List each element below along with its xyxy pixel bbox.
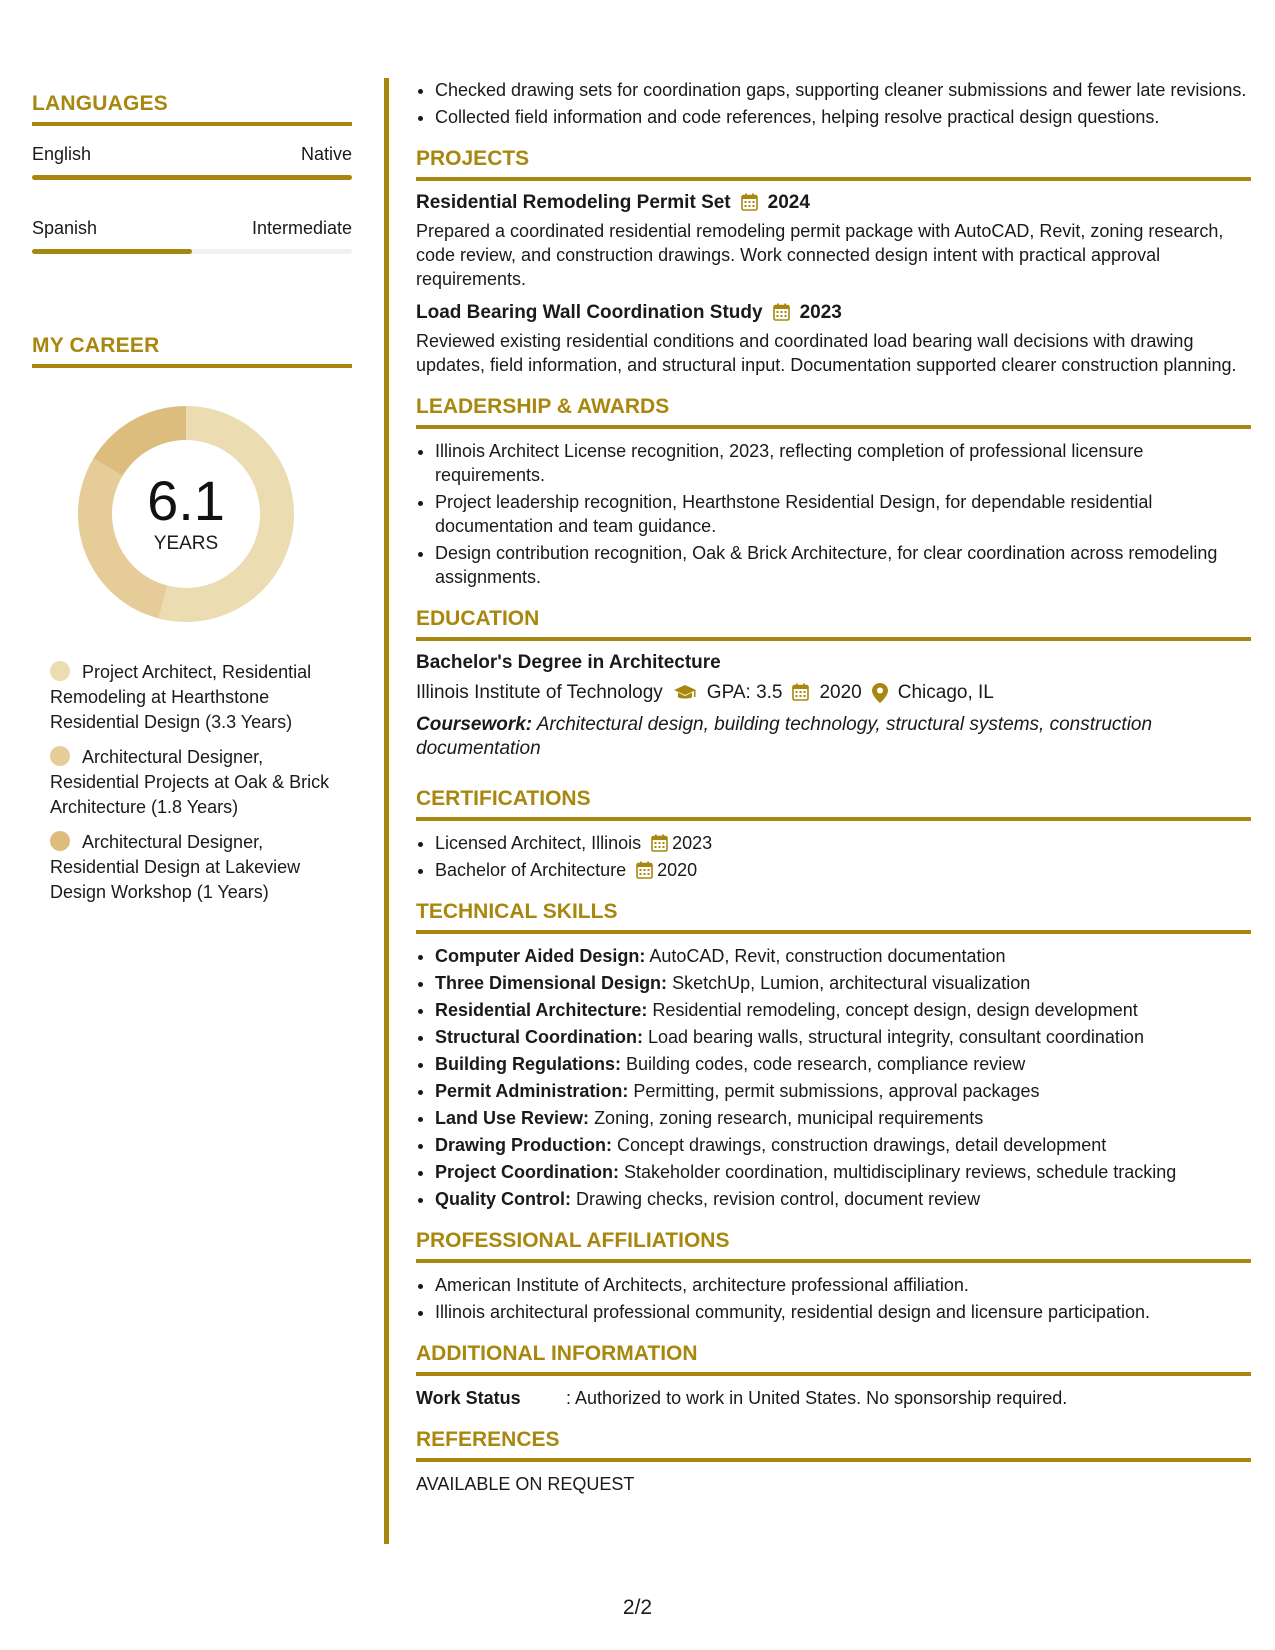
- donut-center: [66, 394, 306, 634]
- affiliations-list: [416, 1273, 1251, 1324]
- leadership-item: • Project leadership recognition, Hearthstone Residential Design, for dependable residential documentation and team guidance.: [435, 490, 1251, 538]
- skill-label: Building Regulations:: [435, 1054, 621, 1074]
- graduation-cap-icon: [673, 684, 697, 702]
- project-title-row: [416, 301, 1251, 325]
- calendar-icon: [792, 681, 809, 705]
- skill-value: Residential remodeling, concept design, design development: [652, 1000, 1138, 1020]
- skill-value: Building codes, code research, compliance review: [626, 1054, 1026, 1074]
- legend-dot: [50, 746, 70, 766]
- legend-dot: [50, 661, 70, 681]
- career-legend: [32, 660, 352, 905]
- career-donut-chart: [66, 394, 306, 634]
- education-heading: EDUCATION: [416, 607, 1251, 641]
- skills-heading: TECHNICAL SKILLS: [416, 900, 1251, 934]
- leadership-item: • Design contribution recognition, Oak & Brick Architecture, for clear coordination across remodeling assignments.: [435, 541, 1251, 589]
- calendar-icon: [773, 301, 790, 325]
- legend-dot: [50, 831, 70, 851]
- career-legend-item: [50, 660, 352, 735]
- skills-list: [416, 944, 1251, 1211]
- language-name: Spanish: [32, 218, 98, 238]
- career-role-label: Architectural Designer, Residential Design at Lakeview Design Workshop (1 Years): [50, 832, 301, 902]
- affiliation-item: • Illinois architectural professional community, residential design and licensure participation.: [435, 1300, 1251, 1324]
- language-name: English: [32, 144, 92, 164]
- project-title: Load Bearing Wall Coordination Study: [416, 302, 763, 323]
- coursework-text: Architectural design, building technology, structural systems, construction documentation: [416, 714, 1153, 759]
- language-level: Native: [300, 144, 352, 164]
- language-row: [32, 144, 352, 165]
- certification-item: [435, 858, 1251, 882]
- education-year: 2020: [819, 682, 862, 703]
- projects-list: [416, 191, 1251, 377]
- skill-value: Zoning, zoning research, municipal requirements: [594, 1108, 984, 1128]
- project-year: 2024: [767, 192, 810, 213]
- work-status-row: [416, 1386, 1251, 1410]
- additional-heading: ADDITIONAL INFORMATION: [416, 1342, 1251, 1376]
- skill-label: Project Coordination:: [435, 1162, 619, 1182]
- career-total-unit: YEARS: [153, 533, 219, 554]
- education-details: [416, 681, 1251, 705]
- work-status-value: : Authorized to work in United States. No sponsorship required.: [566, 1388, 1068, 1408]
- experience-bullet: • Checked drawing sets for coordination gaps, supporting cleaner submissions and fewer late revisions.: [435, 78, 1251, 102]
- work-status-label: Work Status: [416, 1388, 521, 1408]
- language-bar-fill: [32, 175, 352, 180]
- language-bar-fill: [32, 249, 192, 254]
- skill-value: Drawing checks, revision control, document review: [576, 1189, 981, 1209]
- skill-item: [435, 1025, 1251, 1049]
- project-title-row: [416, 191, 1251, 215]
- experience-bullet: • Collected field information and code references, helping resolve practical design questions.: [435, 105, 1251, 129]
- skill-item: [435, 1052, 1251, 1076]
- skill-value: SketchUp, Lumion, architectural visualization: [672, 973, 1031, 993]
- career-role-label: Project Architect, Residential Remodeling at Hearthstone Residential Design (3.3 Years): [50, 662, 312, 732]
- certification-item: [435, 831, 1251, 855]
- language-row: [32, 218, 352, 239]
- skill-item: [435, 1187, 1251, 1211]
- skill-item: [435, 1160, 1251, 1184]
- leadership-list: [416, 439, 1251, 589]
- column-divider: [384, 78, 389, 1544]
- project-description: Reviewed existing residential conditions and coordinated load bearing wall decisions with drawing updates, field information, and structural input. Documentation supported clearer construction planning.: [416, 331, 1237, 375]
- certification-year: 2023: [672, 833, 713, 853]
- skill-item: [435, 971, 1251, 995]
- career-legend-item: [50, 830, 352, 905]
- certification-name: Bachelor of Architecture: [435, 860, 627, 880]
- education-location: Chicago, IL: [897, 682, 994, 703]
- skill-value: Concept drawings, construction drawings, detail development: [617, 1135, 1107, 1155]
- skill-value: Stakeholder coordination, multidisciplinary reviews, schedule tracking: [624, 1162, 1177, 1182]
- skill-item: [435, 1133, 1251, 1157]
- project-year: 2023: [799, 302, 842, 323]
- skill-label: Three Dimensional Design:: [435, 973, 668, 993]
- experience-bullets: [416, 78, 1251, 129]
- affiliations-heading: PROFESSIONAL AFFILIATIONS: [416, 1229, 1251, 1263]
- skill-label: Structural Coordination:: [435, 1027, 643, 1047]
- skill-label: Land Use Review:: [435, 1108, 590, 1128]
- references-text: AVAILABLE ON REQUEST: [416, 1474, 635, 1494]
- main-column: [416, 78, 1251, 1496]
- languages-heading: LANGUAGES: [32, 92, 352, 126]
- certification-year: 2020: [657, 860, 698, 880]
- skill-item: [435, 998, 1251, 1022]
- skill-label: Drawing Production:: [435, 1135, 612, 1155]
- career-total-value: 6.1: [147, 469, 225, 532]
- skill-value: AutoCAD, Revit, construction documentation: [649, 946, 1006, 966]
- calendar-icon: [636, 860, 653, 880]
- education-school: Illinois Institute of Technology: [416, 682, 663, 703]
- skill-value: Permitting, permit submissions, approval packages: [633, 1081, 1040, 1101]
- projects-heading: PROJECTS: [416, 147, 1251, 181]
- language-bar: [32, 249, 352, 254]
- language-bar: [32, 175, 352, 180]
- career-legend-item: [50, 745, 352, 820]
- skill-label: Quality Control:: [435, 1189, 571, 1209]
- skill-label: Permit Administration:: [435, 1081, 629, 1101]
- education-coursework: [416, 713, 1251, 761]
- leadership-item: • Illinois Architect License recognition, 2023, reflecting completion of professional licensure requirements.: [435, 439, 1251, 487]
- skill-item: [435, 944, 1251, 968]
- project-title: Residential Remodeling Permit Set: [416, 192, 731, 213]
- certifications-heading: CERTIFICATIONS: [416, 787, 1251, 821]
- sidebar: [32, 92, 352, 915]
- career-role-label: Architectural Designer, Residential Projects at Oak & Brick Architecture (1.8 Years): [50, 747, 330, 817]
- location-pin-icon: [872, 683, 888, 703]
- project-description: Prepared a coordinated residential remodeling permit package with AutoCAD, Revit, zoning research, code review, and construction drawings. Work connected design intent with practical approval requirements.: [416, 221, 1224, 289]
- skill-item: [435, 1079, 1251, 1103]
- leadership-heading: LEADERSHIP & AWARDS: [416, 395, 1251, 429]
- career-heading: MY CAREER: [32, 334, 352, 368]
- page-number: 2/2: [622, 1596, 653, 1619]
- coursework-label: Coursework:: [416, 714, 533, 735]
- certification-name: Licensed Architect, Illinois: [435, 833, 642, 853]
- calendar-icon: [651, 833, 668, 853]
- language-level: Intermediate: [251, 218, 352, 238]
- skill-item: [435, 1106, 1251, 1130]
- calendar-icon: [741, 191, 758, 215]
- languages-list: [32, 144, 352, 254]
- skill-label: Residential Architecture:: [435, 1000, 648, 1020]
- skill-label: Computer Aided Design:: [435, 946, 646, 966]
- certifications-list: [416, 831, 1251, 882]
- affiliation-item: • American Institute of Architects, architecture professional affiliation.: [435, 1273, 1251, 1297]
- education-gpa: GPA: 3.5: [706, 682, 783, 703]
- references-heading: REFERENCES: [416, 1428, 1251, 1462]
- skill-value: Load bearing walls, structural integrity, consultant coordination: [648, 1027, 1144, 1047]
- education-degree: Bachelor's Degree in Architecture: [416, 652, 721, 673]
